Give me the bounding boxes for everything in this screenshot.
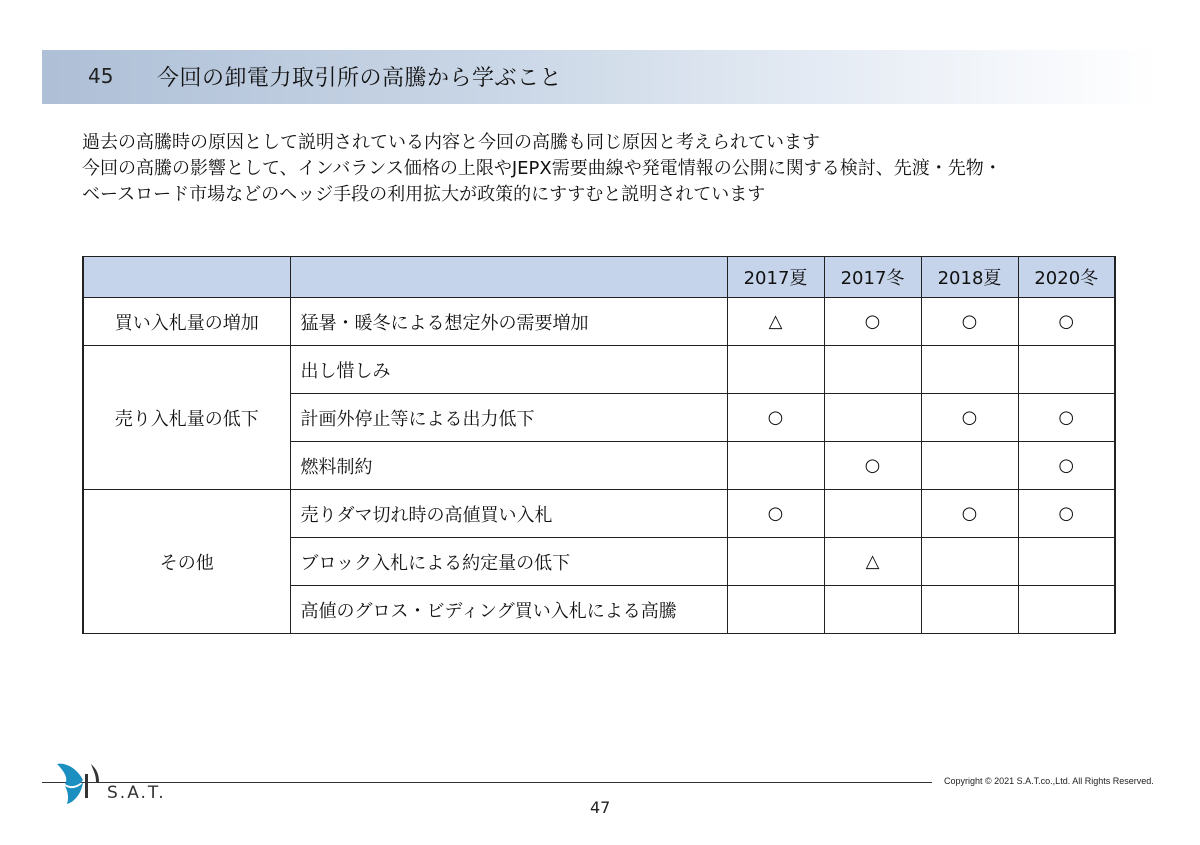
mark-cell xyxy=(921,442,1018,490)
mark-cell xyxy=(727,442,824,490)
header-category xyxy=(83,257,290,298)
cause-comparison-table xyxy=(82,256,1116,634)
intro-line-3: ベースロード市場などのヘッジ手段の利用拡大が政策的にすすむと説明されています xyxy=(82,184,766,205)
mark-cell: ○ xyxy=(1018,442,1115,490)
mark-cell: ○ xyxy=(921,298,1018,346)
header-item xyxy=(290,257,727,298)
mark-cell: ○ xyxy=(727,490,824,538)
mark-cell xyxy=(824,394,921,442)
mark-cell: ○ xyxy=(727,394,824,442)
mark-cell: ○ xyxy=(1018,298,1115,346)
mark-cell xyxy=(824,586,921,634)
mark-cell xyxy=(921,346,1018,394)
page-number: 47 xyxy=(590,798,611,817)
item-cell: 計画外停止等による出力低下 xyxy=(290,394,727,442)
logo-wordmark: S.A.T. xyxy=(107,783,166,803)
item-cell: 売りダマ切れ時の高値買い入札 xyxy=(290,490,727,538)
header-2017-summer: 2017夏 xyxy=(727,257,824,298)
intro-text xyxy=(82,130,1142,208)
table-row xyxy=(83,490,1115,538)
item-cell: 燃料制約 xyxy=(290,442,727,490)
mark-cell: ○ xyxy=(921,394,1018,442)
mark-cell xyxy=(727,346,824,394)
table-header-row xyxy=(83,257,1115,298)
mark-cell xyxy=(921,538,1018,586)
category-cell: 売り入札量の低下 xyxy=(83,346,290,490)
mark-cell: ○ xyxy=(1018,490,1115,538)
mark-cell xyxy=(824,490,921,538)
intro-line-2: 今回の高騰の影響として、インバランス価格の上限やJEPX需要曲線や発電情報の公開に関する検討、先渡・先物・ xyxy=(82,158,1002,179)
item-cell: ブロック入札による約定量の低下 xyxy=(290,538,727,586)
mark-cell xyxy=(921,586,1018,634)
mark-cell xyxy=(1018,586,1115,634)
item-cell: 猛暑・暖冬による想定外の需要増加 xyxy=(290,298,727,346)
header-2020-winter: 2020冬 xyxy=(1018,257,1115,298)
item-cell: 出し惜しみ xyxy=(290,346,727,394)
mark-cell: ○ xyxy=(1018,394,1115,442)
slide-title: 今回の卸電力取引所の高騰から学ぶこと xyxy=(157,66,563,91)
header-2018-summer: 2018夏 xyxy=(921,257,1018,298)
item-cell: 高値のグロス・ビディング買い入札による高騰 xyxy=(290,586,727,634)
mark-cell xyxy=(727,538,824,586)
mark-cell: △ xyxy=(824,538,921,586)
mark-cell xyxy=(727,586,824,634)
slide-header-band xyxy=(42,50,1160,104)
copyright-notice: Copyright © 2021 S.A.T.co.,Ltd. All Rights Reserved. xyxy=(944,776,1154,786)
intro-line-1: 過去の高騰時の原因として説明されている内容と今回の高騰も同じ原因と考えられています xyxy=(82,132,820,153)
mark-cell xyxy=(1018,538,1115,586)
table-row xyxy=(83,298,1115,346)
mark-cell: ○ xyxy=(824,298,921,346)
table-row xyxy=(83,346,1115,394)
header-2017-winter: 2017冬 xyxy=(824,257,921,298)
category-cell: 買い入札量の増加 xyxy=(83,298,290,346)
mark-cell: ○ xyxy=(921,490,1018,538)
category-cell: その他 xyxy=(83,490,290,634)
mark-cell xyxy=(1018,346,1115,394)
mark-cell: ○ xyxy=(824,442,921,490)
section-number: 45 xyxy=(88,64,114,88)
mark-cell: △ xyxy=(727,298,824,346)
mark-cell xyxy=(824,346,921,394)
